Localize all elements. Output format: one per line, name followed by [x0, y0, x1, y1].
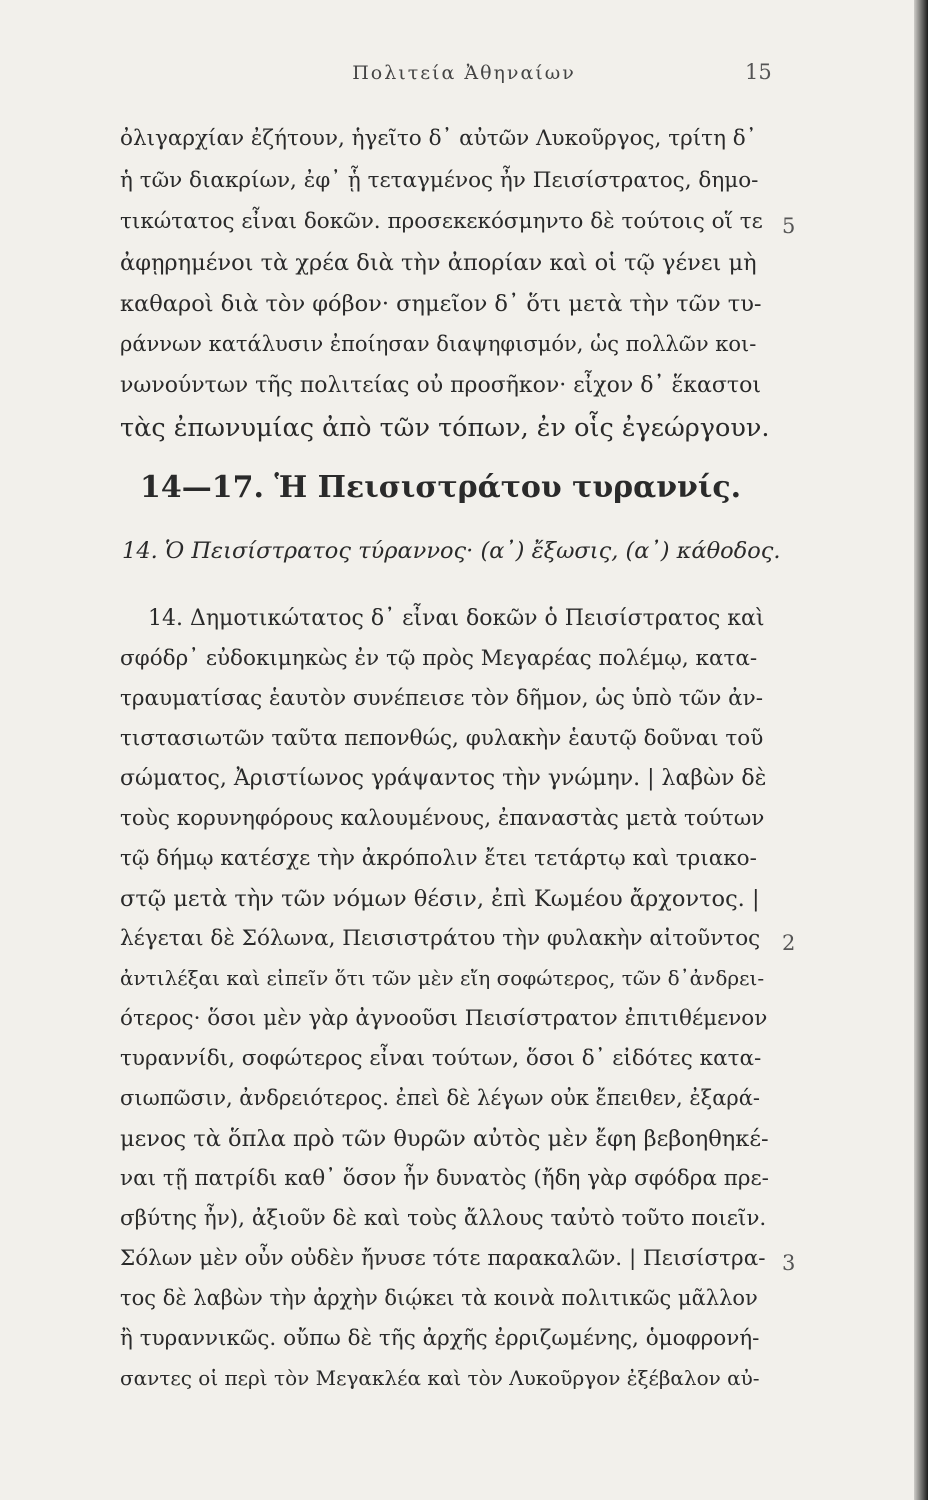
text-line: ράννων κατάλυσιν ἐποίησαν διαψηφισμόν, ὡς πολλῶν κοι-: [120, 332, 757, 356]
text-line: ναι τῇ πατρίδι καθ᾽ ὅσον ἦν δυνατὸς (ἤδη γὰρ σφόδρα πρε-: [120, 1166, 769, 1191]
margin-line-number: 3: [782, 1251, 796, 1275]
text-line: τυραννίδι, σοφώτερος εἶναι τούτων, ὅσοι δ᾽ εἰδότες κατα-: [120, 1046, 762, 1071]
text-line: σαντες οἱ περὶ τὸν Μεγακλέα καὶ τὸν Λυκοῦργον ἐξέβαλον αὐ-: [120, 1366, 760, 1390]
text-line: ἢ τυραννικῶς. οὔπω δὲ τῆς ἀρχῆς ἐρριζωμένης, ὁμοφρονή-: [120, 1326, 760, 1351]
text-line: στῷ μετὰ τὴν τῶν νόμων θέσιν, ἐπὶ Κωμέου ἄρχοντος. |: [120, 886, 760, 912]
margin-line-number: 5: [782, 214, 796, 238]
page-number: 15: [745, 60, 772, 84]
text-line: νωνούντων τῆς πολιτείας οὐ προσῆκον· εἶχον δ᾽ ἕκαστοι: [120, 373, 761, 398]
text-line: τιστασιωτῶν ταῦτα πεπονθώς, φυλακὴν ἑαυτῷ δοῦναι τοῦ: [120, 726, 764, 751]
text-line: σώματος, Ἀριστίωνος γράψαντος τὴν γνώμην. | λαβὼν δὲ: [120, 766, 767, 791]
running-header: Πολιτεία Ἀθηναίων: [352, 62, 576, 84]
text-line: ότερος· ὅσοι μὲν γὰρ ἀγνοοῦσι Πεισίστρατον ἐπιτιθέμενον: [120, 1006, 768, 1031]
text-line: μενος τὰ ὅπλα πρὸ τῶν θυρῶν αὐτὸς μὲν ἔφη βεβοηθηκέ-: [120, 1126, 769, 1152]
text-line: σβύτης ἦν), ἀξιοῦν δὲ καὶ τοὺς ἄλλους ταὐτὸ τοῦτο ποιεῖν.: [120, 1206, 767, 1231]
text-line: τοὺς κορυνηφόρους καλουμένους, ἐπαναστὰς μετὰ τούτων: [120, 806, 765, 831]
text-line: 14. Δημοτικώτατος δ᾽ εἶναι δοκῶν ὁ Πεισίστρατος καὶ: [148, 606, 765, 631]
text-line: τικώτατος εἶναι δοκῶν. προσεκεκόσμηντο δὲ τούτοις οἵ τε: [120, 209, 763, 234]
page-edge-shadow: [914, 0, 928, 1500]
chapter-subheading: 14. Ὁ Πεισίστρατος τύραννος· (α᾽) ἔξωσις, (α᾽) κάθοδος.: [122, 538, 781, 564]
text-line: σιωπῶσιν, ἀνδρειότερος. ἐπεὶ δὲ λέγων οὐκ ἔπειθεν, ἐξαρά-: [120, 1086, 761, 1110]
text-line: τραυματίσας ἑαυτὸν συνέπεισε τὸν δῆμον, ὡς ὑπὸ τῶν ἀν-: [120, 686, 763, 711]
text-line: τος δὲ λαβὼν τὴν ἀρχὴν διῴκει τὰ κοινὰ πολιτικῶς μᾶλλον: [120, 1286, 758, 1310]
text-line: ἀφῃρημένοι τὰ χρέα διὰ τὴν ἀπορίαν καὶ οἱ τῷ γένει μὴ: [120, 250, 757, 276]
text-line: καθαροὶ διὰ τὸν φόβον· σημεῖον δ᾽ ὅτι μετὰ τὴν τῶν τυ-: [120, 291, 762, 317]
text-line: Σόλων μὲν οὖν οὐδὲν ἤνυσε τότε παρακαλῶν. | Πεισίστρα-: [120, 1246, 766, 1271]
text-line: ἡ τῶν διακρίων, ἐφ᾽ ᾗ τεταγμένος ἦν Πεισίστρατος, δημο-: [120, 168, 759, 193]
margin-line-number: 2: [782, 931, 796, 955]
text-line: τὰς ἐπωνυμίας ἀπὸ τῶν τόπων, ἐν οἷς ἐγεώργουν.: [120, 413, 770, 443]
text-line: ἀντιλέξαι καὶ εἰπεῖν ὅτι τῶν μὲν εἴη σοφώτερος, τῶν δ᾽ἀνδρει-: [120, 966, 765, 990]
text-line: λέγεται δὲ Σόλωνα, Πεισιστράτου τὴν φυλακὴν αἰτοῦντος: [120, 926, 761, 951]
text-line: ὀλιγαρχίαν ἐζήτουν, ἡγεῖτο δ᾽ αὐτῶν Λυκοῦργος, τρίτη δ᾽: [120, 126, 757, 151]
section-heading: 14—17. Ἡ Πεισιστράτου τυραννίς.: [140, 470, 742, 505]
text-line: τῷ δήμῳ κατέσχε τὴν ἀκρόπολιν ἔτει τετάρτῳ καὶ τριακο-: [120, 846, 757, 871]
text-line: σφόδρ᾽ εὐδοκιμηκὼς ἐν τῷ πρὸς Μεγαρέας πολέμῳ, κατα-: [120, 646, 758, 671]
